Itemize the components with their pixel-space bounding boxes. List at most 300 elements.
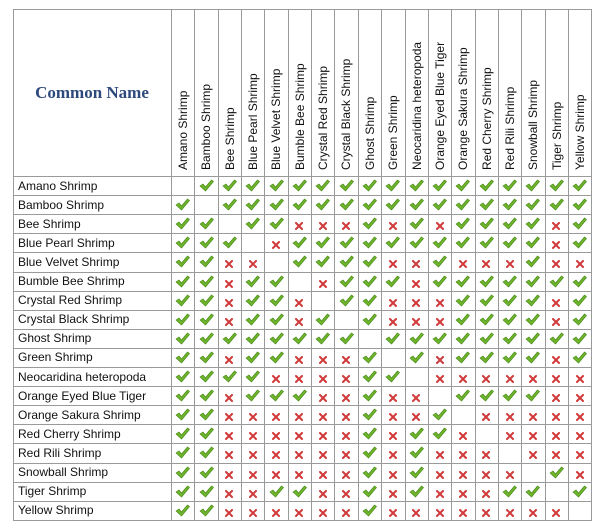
x-mark-icon bbox=[334, 424, 357, 443]
checkmark-icon bbox=[264, 176, 287, 195]
x-mark-icon bbox=[334, 405, 357, 424]
checkmark-icon bbox=[428, 176, 451, 195]
x-mark-icon bbox=[218, 348, 241, 367]
checkmark-icon bbox=[171, 405, 194, 424]
x-mark-icon bbox=[288, 214, 311, 233]
column-header-label: Red Cherry Shrimp bbox=[479, 67, 494, 170]
x-mark-icon bbox=[288, 310, 311, 329]
x-mark-icon bbox=[311, 272, 334, 291]
x-mark-icon bbox=[521, 424, 544, 443]
checkmark-icon bbox=[428, 329, 451, 348]
x-mark-icon bbox=[381, 463, 404, 482]
checkmark-icon bbox=[171, 233, 194, 252]
x-mark-icon bbox=[568, 386, 591, 405]
row-header: Tiger Shrimp bbox=[18, 484, 87, 499]
x-mark-icon bbox=[334, 482, 357, 501]
checkmark-icon bbox=[194, 501, 217, 520]
checkmark-icon bbox=[405, 233, 428, 252]
checkmark-icon bbox=[288, 176, 311, 195]
x-mark-icon bbox=[428, 348, 451, 367]
x-mark-icon bbox=[241, 252, 264, 271]
column-header-label: Tiger Shrimp bbox=[549, 101, 564, 170]
x-mark-icon bbox=[545, 386, 568, 405]
x-mark-icon bbox=[264, 443, 287, 462]
checkmark-icon bbox=[475, 195, 498, 214]
column-header bbox=[451, 9, 474, 176]
checkmark-icon bbox=[498, 348, 521, 367]
checkmark-icon bbox=[288, 195, 311, 214]
checkmark-icon bbox=[264, 348, 287, 367]
checkmark-icon bbox=[405, 443, 428, 462]
checkmark-icon bbox=[241, 386, 264, 405]
column-header-label: Blue Velvet Shrimp bbox=[269, 68, 284, 170]
checkmark-icon bbox=[381, 195, 404, 214]
checkmark-icon bbox=[568, 195, 591, 214]
checkmark-icon bbox=[521, 252, 544, 271]
checkmark-icon bbox=[218, 233, 241, 252]
x-mark-icon bbox=[545, 501, 568, 520]
checkmark-icon bbox=[475, 348, 498, 367]
x-mark-icon bbox=[451, 252, 474, 271]
checkmark-icon bbox=[568, 272, 591, 291]
x-mark-icon bbox=[218, 482, 241, 501]
checkmark-icon bbox=[521, 195, 544, 214]
x-mark-icon bbox=[475, 405, 498, 424]
checkmark-icon bbox=[498, 329, 521, 348]
column-header bbox=[521, 9, 544, 176]
x-mark-icon bbox=[475, 482, 498, 501]
checkmark-icon bbox=[405, 482, 428, 501]
checkmark-icon bbox=[568, 329, 591, 348]
checkmark-icon bbox=[521, 348, 544, 367]
column-header bbox=[288, 9, 311, 176]
checkmark-icon bbox=[475, 272, 498, 291]
checkmark-icon bbox=[194, 443, 217, 462]
x-mark-icon bbox=[218, 386, 241, 405]
checkmark-icon bbox=[475, 176, 498, 195]
x-mark-icon bbox=[334, 386, 357, 405]
x-mark-icon bbox=[264, 405, 287, 424]
column-header-label: Orange Sakura Shrimp bbox=[456, 47, 471, 170]
checkmark-icon bbox=[451, 272, 474, 291]
checkmark-icon bbox=[241, 272, 264, 291]
x-mark-icon bbox=[545, 252, 568, 271]
checkmark-icon bbox=[358, 348, 381, 367]
checkmark-icon bbox=[358, 214, 381, 233]
checkmark-icon bbox=[334, 272, 357, 291]
checkmark-icon bbox=[171, 272, 194, 291]
column-header-label: Bumble Bee Shrimp bbox=[292, 63, 307, 170]
column-header bbox=[428, 9, 451, 176]
x-mark-icon bbox=[568, 252, 591, 271]
column-header-label: Orange Eyed Blue Tiger bbox=[432, 41, 447, 170]
checkmark-icon bbox=[498, 310, 521, 329]
x-mark-icon bbox=[381, 214, 404, 233]
checkmark-icon bbox=[428, 233, 451, 252]
checkmark-icon bbox=[264, 386, 287, 405]
checkmark-icon bbox=[381, 176, 404, 195]
checkmark-icon bbox=[428, 272, 451, 291]
column-header bbox=[264, 9, 287, 176]
checkmark-icon bbox=[334, 252, 357, 271]
checkmark-icon bbox=[264, 310, 287, 329]
column-header bbox=[334, 9, 357, 176]
checkmark-icon bbox=[428, 405, 451, 424]
checkmark-icon bbox=[171, 463, 194, 482]
x-mark-icon bbox=[288, 367, 311, 386]
checkmark-icon bbox=[521, 176, 544, 195]
checkmark-icon bbox=[288, 386, 311, 405]
checkmark-icon bbox=[521, 233, 544, 252]
x-mark-icon bbox=[311, 443, 334, 462]
x-mark-icon bbox=[311, 405, 334, 424]
checkmark-icon bbox=[264, 272, 287, 291]
checkmark-icon bbox=[288, 329, 311, 348]
column-header bbox=[194, 9, 217, 176]
checkmark-icon bbox=[428, 195, 451, 214]
checkmark-icon bbox=[194, 386, 217, 405]
checkmark-icon bbox=[358, 463, 381, 482]
x-mark-icon bbox=[428, 310, 451, 329]
x-mark-icon bbox=[311, 501, 334, 520]
checkmark-icon bbox=[264, 329, 287, 348]
x-mark-icon bbox=[381, 252, 404, 271]
x-mark-icon bbox=[428, 291, 451, 310]
checkmark-icon bbox=[405, 424, 428, 443]
x-mark-icon bbox=[451, 443, 474, 462]
checkmark-icon bbox=[358, 176, 381, 195]
row-header: Ghost Shrimp bbox=[18, 331, 92, 346]
x-mark-icon bbox=[241, 443, 264, 462]
column-header-label: Snowball Shrimp bbox=[526, 79, 541, 170]
column-header-label: Bee Shrimp bbox=[222, 107, 237, 170]
checkmark-icon bbox=[545, 272, 568, 291]
checkmark-icon bbox=[475, 310, 498, 329]
checkmark-icon bbox=[451, 233, 474, 252]
x-mark-icon bbox=[568, 424, 591, 443]
checkmark-icon bbox=[521, 214, 544, 233]
checkmark-icon bbox=[171, 443, 194, 462]
checkmark-icon bbox=[405, 214, 428, 233]
checkmark-icon bbox=[171, 310, 194, 329]
checkmark-icon bbox=[405, 329, 428, 348]
checkmark-icon bbox=[498, 233, 521, 252]
column-header bbox=[475, 9, 498, 176]
x-mark-icon bbox=[334, 443, 357, 462]
x-mark-icon bbox=[428, 482, 451, 501]
checkmark-icon bbox=[475, 233, 498, 252]
checkmark-icon bbox=[288, 233, 311, 252]
checkmark-icon bbox=[194, 405, 217, 424]
x-mark-icon bbox=[381, 443, 404, 462]
x-mark-icon bbox=[334, 214, 357, 233]
checkmark-icon bbox=[264, 482, 287, 501]
checkmark-icon bbox=[171, 291, 194, 310]
row-header: Snowball Shrimp bbox=[18, 465, 109, 480]
checkmark-icon bbox=[451, 310, 474, 329]
checkmark-icon bbox=[241, 195, 264, 214]
x-mark-icon bbox=[264, 233, 287, 252]
checkmark-icon bbox=[311, 310, 334, 329]
row-header: Crystal Red Shrimp bbox=[18, 293, 123, 308]
row-header: Bee Shrimp bbox=[18, 216, 81, 231]
x-mark-icon bbox=[218, 424, 241, 443]
column-header-label: Blue Pearl Shrimp bbox=[246, 73, 261, 170]
checkmark-icon bbox=[194, 424, 217, 443]
x-mark-icon bbox=[241, 405, 264, 424]
checkmark-icon bbox=[311, 176, 334, 195]
x-mark-icon bbox=[545, 424, 568, 443]
x-mark-icon bbox=[498, 405, 521, 424]
x-mark-icon bbox=[475, 501, 498, 520]
checkmark-icon bbox=[381, 233, 404, 252]
checkmark-icon bbox=[358, 501, 381, 520]
x-mark-icon bbox=[521, 367, 544, 386]
x-mark-icon bbox=[288, 501, 311, 520]
checkmark-icon bbox=[171, 252, 194, 271]
checkmark-icon bbox=[451, 291, 474, 310]
x-mark-icon bbox=[381, 291, 404, 310]
x-mark-icon bbox=[451, 424, 474, 443]
checkmark-icon bbox=[218, 367, 241, 386]
x-mark-icon bbox=[405, 291, 428, 310]
x-mark-icon bbox=[334, 348, 357, 367]
column-header bbox=[568, 9, 591, 176]
row-header: Red Rili Shrimp bbox=[18, 445, 102, 460]
checkmark-icon bbox=[194, 291, 217, 310]
x-mark-icon bbox=[405, 405, 428, 424]
checkmark-icon bbox=[381, 329, 404, 348]
checkmark-icon bbox=[194, 367, 217, 386]
x-mark-icon bbox=[264, 463, 287, 482]
x-mark-icon bbox=[498, 252, 521, 271]
checkmark-icon bbox=[521, 482, 544, 501]
checkmark-icon bbox=[218, 176, 241, 195]
column-header-label: Amano Shrimp bbox=[176, 90, 190, 170]
x-mark-icon bbox=[568, 367, 591, 386]
checkmark-icon bbox=[405, 195, 428, 214]
x-mark-icon bbox=[545, 214, 568, 233]
column-header bbox=[218, 9, 241, 176]
x-mark-icon bbox=[218, 463, 241, 482]
x-mark-icon bbox=[311, 482, 334, 501]
checkmark-icon bbox=[358, 233, 381, 252]
checkmark-icon bbox=[171, 386, 194, 405]
column-header-label: Yellow Shrimp bbox=[572, 94, 587, 170]
x-mark-icon bbox=[498, 424, 521, 443]
x-mark-icon bbox=[381, 405, 404, 424]
x-mark-icon bbox=[218, 310, 241, 329]
checkmark-icon bbox=[521, 272, 544, 291]
checkmark-icon bbox=[218, 329, 241, 348]
checkmark-icon bbox=[358, 405, 381, 424]
checkmark-icon bbox=[405, 176, 428, 195]
x-mark-icon bbox=[311, 367, 334, 386]
checkmark-icon bbox=[451, 386, 474, 405]
column-header bbox=[545, 9, 568, 176]
x-mark-icon bbox=[545, 310, 568, 329]
x-mark-icon bbox=[218, 252, 241, 271]
column-header bbox=[241, 9, 264, 176]
checkmark-icon bbox=[521, 310, 544, 329]
checkmark-icon bbox=[358, 195, 381, 214]
x-mark-icon bbox=[545, 233, 568, 252]
checkmark-icon bbox=[498, 176, 521, 195]
x-mark-icon bbox=[521, 443, 544, 462]
checkmark-icon bbox=[171, 424, 194, 443]
column-header-label: Ghost Shrimp bbox=[362, 96, 377, 170]
checkmark-icon bbox=[171, 195, 194, 214]
checkmark-icon bbox=[521, 329, 544, 348]
checkmark-icon bbox=[545, 463, 568, 482]
checkmark-icon bbox=[568, 176, 591, 195]
x-mark-icon bbox=[288, 424, 311, 443]
checkmark-icon bbox=[334, 233, 357, 252]
x-mark-icon bbox=[288, 443, 311, 462]
x-mark-icon bbox=[381, 482, 404, 501]
x-mark-icon bbox=[498, 463, 521, 482]
checkmark-icon bbox=[405, 463, 428, 482]
checkmark-icon bbox=[358, 252, 381, 271]
x-mark-icon bbox=[288, 405, 311, 424]
grid-line-h bbox=[13, 520, 591, 521]
row-header: Crystal Black Shrimp bbox=[18, 312, 130, 327]
x-mark-icon bbox=[334, 367, 357, 386]
checkmark-icon bbox=[521, 386, 544, 405]
checkmark-icon bbox=[241, 176, 264, 195]
x-mark-icon bbox=[498, 501, 521, 520]
checkmark-icon bbox=[334, 176, 357, 195]
x-mark-icon bbox=[475, 367, 498, 386]
checkmark-icon bbox=[498, 386, 521, 405]
checkmark-icon bbox=[498, 291, 521, 310]
row-header: Orange Sakura Shrimp bbox=[18, 407, 141, 422]
x-mark-icon bbox=[405, 252, 428, 271]
checkmark-icon bbox=[288, 252, 311, 271]
checkmark-icon bbox=[451, 214, 474, 233]
checkmark-icon bbox=[358, 272, 381, 291]
checkmark-icon bbox=[358, 310, 381, 329]
row-header: Blue Pearl Shrimp bbox=[18, 235, 115, 250]
x-mark-icon bbox=[288, 348, 311, 367]
checkmark-icon bbox=[241, 310, 264, 329]
x-mark-icon bbox=[381, 310, 404, 329]
checkmark-icon bbox=[194, 214, 217, 233]
row-header: Yellow Shrimp bbox=[18, 503, 94, 518]
checkmark-icon bbox=[498, 272, 521, 291]
checkmark-icon bbox=[545, 176, 568, 195]
x-mark-icon bbox=[405, 386, 428, 405]
checkmark-icon bbox=[358, 386, 381, 405]
checkmark-icon bbox=[241, 329, 264, 348]
x-mark-icon bbox=[334, 463, 357, 482]
x-mark-icon bbox=[451, 463, 474, 482]
checkmark-icon bbox=[171, 214, 194, 233]
checkmark-icon bbox=[194, 463, 217, 482]
checkmark-icon bbox=[194, 233, 217, 252]
x-mark-icon bbox=[218, 501, 241, 520]
x-mark-icon bbox=[381, 424, 404, 443]
x-mark-icon bbox=[381, 501, 404, 520]
x-mark-icon bbox=[428, 463, 451, 482]
checkmark-icon bbox=[194, 272, 217, 291]
checkmark-icon bbox=[451, 195, 474, 214]
checkmark-icon bbox=[171, 367, 194, 386]
checkmark-icon bbox=[194, 329, 217, 348]
checkmark-icon bbox=[311, 195, 334, 214]
x-mark-icon bbox=[475, 463, 498, 482]
checkmark-icon bbox=[428, 252, 451, 271]
x-mark-icon bbox=[545, 367, 568, 386]
x-mark-icon bbox=[568, 405, 591, 424]
checkmark-icon bbox=[568, 291, 591, 310]
checkmark-icon bbox=[498, 195, 521, 214]
checkmark-icon bbox=[241, 214, 264, 233]
x-mark-icon bbox=[545, 348, 568, 367]
checkmark-icon bbox=[264, 195, 287, 214]
x-mark-icon bbox=[405, 310, 428, 329]
x-mark-icon bbox=[241, 424, 264, 443]
column-header-label: Neocaridina heteropoda bbox=[409, 41, 424, 170]
x-mark-icon bbox=[405, 272, 428, 291]
column-header bbox=[405, 9, 428, 176]
checkmark-icon bbox=[451, 176, 474, 195]
checkmark-icon bbox=[334, 291, 357, 310]
checkmark-icon bbox=[568, 482, 591, 501]
x-mark-icon bbox=[545, 405, 568, 424]
x-mark-icon bbox=[218, 443, 241, 462]
checkmark-icon bbox=[475, 291, 498, 310]
checkmark-icon bbox=[241, 348, 264, 367]
x-mark-icon bbox=[475, 252, 498, 271]
x-mark-icon bbox=[521, 405, 544, 424]
x-mark-icon bbox=[241, 463, 264, 482]
x-mark-icon bbox=[381, 386, 404, 405]
column-header bbox=[171, 9, 194, 176]
x-mark-icon bbox=[451, 482, 474, 501]
column-header-label: Red Rili Shrimp bbox=[502, 86, 517, 170]
checkmark-icon bbox=[171, 348, 194, 367]
checkmark-icon bbox=[288, 482, 311, 501]
x-mark-icon bbox=[218, 291, 241, 310]
checkmark-icon bbox=[568, 233, 591, 252]
checkmark-icon bbox=[358, 291, 381, 310]
checkmark-icon bbox=[405, 348, 428, 367]
checkmark-icon bbox=[358, 443, 381, 462]
checkmark-icon bbox=[358, 424, 381, 443]
x-mark-icon bbox=[218, 405, 241, 424]
checkmark-icon bbox=[451, 348, 474, 367]
checkmark-icon bbox=[194, 482, 217, 501]
checkmark-icon bbox=[475, 329, 498, 348]
checkmark-icon bbox=[521, 291, 544, 310]
x-mark-icon bbox=[428, 214, 451, 233]
row-header: Amano Shrimp bbox=[18, 178, 98, 193]
checkmark-icon bbox=[264, 291, 287, 310]
row-header: Blue Velvet Shrimp bbox=[18, 254, 120, 269]
checkmark-icon bbox=[171, 329, 194, 348]
checkmark-icon bbox=[194, 310, 217, 329]
x-mark-icon bbox=[475, 443, 498, 462]
x-mark-icon bbox=[428, 443, 451, 462]
row-header: Red Cherry Shrimp bbox=[18, 426, 121, 441]
checkmark-icon bbox=[194, 176, 217, 195]
checkmark-icon bbox=[381, 272, 404, 291]
x-mark-icon bbox=[311, 348, 334, 367]
x-mark-icon bbox=[405, 501, 428, 520]
checkmark-icon bbox=[545, 195, 568, 214]
x-mark-icon bbox=[264, 501, 287, 520]
